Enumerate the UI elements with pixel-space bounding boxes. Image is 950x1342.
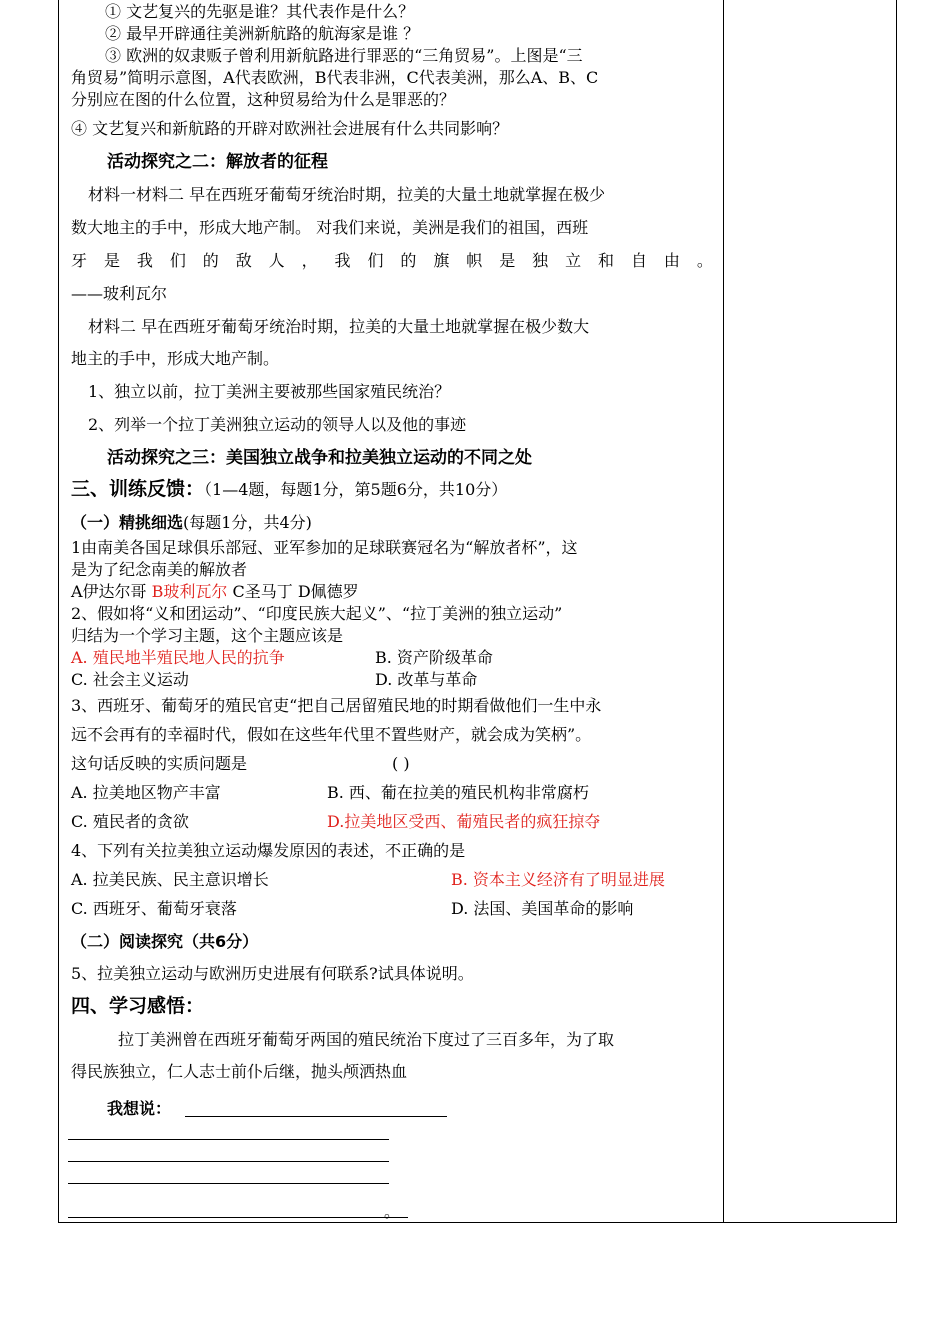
mc3-line3: 这句话反映的实质问题是 <box>71 754 248 773</box>
material1-line3-char: 敌 <box>235 251 252 270</box>
material1-line3-char: 我 <box>334 251 351 270</box>
mc3-option-c: C. 殖民者的贪欲 <box>71 812 189 831</box>
mc4-option-d: D. 法国、美国革命的影响 <box>451 899 634 918</box>
mc2-option-c: C. 社会主义运动 <box>71 670 189 689</box>
mc3-option-b: B. 西、葡在拉美的殖民机构非常腐朽 <box>327 783 589 802</box>
say-label: 我想说： <box>107 1099 172 1118</box>
material1-line3-char: 是 <box>499 251 516 270</box>
mc4-option-c: C. 西班牙、葡萄牙衰落 <box>71 899 237 918</box>
material2-line1: 材料二 早在西班牙葡萄牙统治时期，拉美的大量土地就掌握在极少数大 <box>88 317 590 336</box>
material1-line3-char: 的 <box>400 251 417 270</box>
mc3-answer-bracket: ( ) <box>392 754 410 773</box>
mc2-line2: 归结为一个学习主题，这个主题应该是 <box>71 626 344 645</box>
question-4: ④ 文艺复兴和新航路的开辟对欧洲社会进展有什么共同影响？ <box>71 119 509 138</box>
material1-line1: 材料一材料二 早在西班牙葡萄牙统治时期，拉美的大量土地就掌握在极少 <box>88 185 606 204</box>
material1-line3-char: 们 <box>367 251 384 270</box>
mc4-option-a: A. 拉美民族、民主意识增长 <box>71 870 269 889</box>
section3-heading <box>71 479 507 500</box>
activity2-question2: 2、列举一个拉丁美洲独立运动的领导人以及他的事迹 <box>88 415 467 434</box>
mc1-line2: 是为了纪念南美的解放者 <box>71 560 248 579</box>
mc3-option-d: D.拉美地区受西、葡殖民者的疯狂掠夺 <box>327 812 601 831</box>
answer-line-4[interactable] <box>68 1183 389 1184</box>
mc3-line2: 远不会再有的幸福时代，假如在这些年代里不置些财产，就会成为笑柄”。 <box>71 725 592 744</box>
material1-line3-char: 人 <box>268 251 285 270</box>
part2-title: （二）阅读探究（共6分） <box>71 932 259 951</box>
question-3-line3: 分别应在图的什么位置，这种贸易给为什么是罪恶的？ <box>71 90 456 109</box>
material1-line3-char: ， <box>301 251 318 270</box>
material1-line3-char: 牙 <box>71 251 88 270</box>
mc2-option-d: D. 改革与革命 <box>375 670 478 689</box>
material2-line2: 地主的手中，形成大地产制。 <box>71 349 280 368</box>
mc3-line1: 3、西班牙、葡萄牙的殖民官吏“把自己居留殖民地的时期看做他们一生中永 <box>71 696 602 715</box>
section3-title: 三、训练反馈： <box>71 478 205 500</box>
reflection-line2: 得民族独立，仁人志士前仆后继，抛头颅洒热血 <box>71 1062 408 1081</box>
reflection-line1: 拉丁美洲曾在西班牙葡萄牙两国的殖民统治下度过了三百多年，为了取 <box>118 1030 615 1049</box>
material1-line3-char: 我 <box>136 251 153 270</box>
material1-line3-char: 独 <box>532 251 549 270</box>
material1-line3-char: 帜 <box>466 251 483 270</box>
answer-line-2[interactable] <box>68 1139 389 1140</box>
mc1-option-a: A伊达尔哥 <box>71 582 147 601</box>
material1-line3-char: 是 <box>103 251 120 270</box>
answer-line-5[interactable] <box>68 1217 408 1218</box>
material1-line3 <box>71 251 713 271</box>
mc2-option-a: A. 殖民地半殖民地人民的抗争 <box>71 648 285 667</box>
material1-line3-char: 自 <box>630 251 647 270</box>
mc1-line1: 1由南美各国足球俱乐部冠、亚军参加的足球联赛冠名为“解放者杯”，这 <box>71 538 578 557</box>
question-3-line2: 角贸易”简明示意图，A代表欧洲，B代表非洲，C代表美洲，那么A、B、C <box>71 68 599 87</box>
activity2-title: 活动探究之二：解放者的征程 <box>107 152 328 172</box>
answer-line-3[interactable] <box>68 1161 389 1162</box>
section4-title: 四、学习感悟： <box>71 995 205 1017</box>
material1-line3-char: 们 <box>169 251 186 270</box>
mc2-line1: 2、假如将“义和团运动”、“印度民族大起义”、“拉丁美洲的独立运动” <box>71 604 563 623</box>
mc4-option-b: B. 资本主义经济有了明显进展 <box>451 870 665 889</box>
material1-line3-char: 和 <box>598 251 615 270</box>
question-3-line1: ③ 欧洲的奴隶贩子曾利用新航路进行罪恶的“三角贸易”。上图是“三 <box>105 46 583 65</box>
part1-title: （一）精挑细选 <box>71 513 184 532</box>
material1-line3-char: 旗 <box>433 251 450 270</box>
material1-line3-char: 的 <box>202 251 219 270</box>
mc4-line1: 4、下列有关拉美独立运动爆发原因的表述，不正确的是 <box>71 841 466 860</box>
mc1-options <box>71 582 359 602</box>
material1-line3-char: 由 <box>663 251 680 270</box>
activity3-title: 活动探究之三：美国独立战争和拉美独立运动的不同之处 <box>107 448 532 468</box>
question-2: ② 最早开辟通往美洲新航路的航海家是谁 ？ <box>105 24 420 43</box>
mc3-option-a: A. 拉美地区物产丰富 <box>71 783 221 802</box>
reading-question-5: 5、拉美独立运动与欧洲历史进展有何联系?试具体说明。 <box>71 964 474 983</box>
section3-note: （1—4题，每题1分，第5题6分，共10分） <box>204 480 508 499</box>
mc1-option-cd: C圣马丁 D佩德罗 <box>232 582 359 601</box>
material1-line2: 数大地主的手中，形成大地产制。 对我们来说，美洲是我们的祖国，西班 <box>71 218 589 237</box>
part1-heading <box>71 513 312 533</box>
mc1-option-b: B玻利瓦尔 <box>151 582 228 601</box>
answer-line-1[interactable] <box>185 1116 447 1117</box>
material1-source: ——玻利瓦尔 <box>71 284 168 303</box>
end-period: 。 <box>384 1202 401 1221</box>
material1-line3-char: 立 <box>565 251 582 270</box>
activity2-question1: 1、独立以前，拉丁美洲主要被那些国家殖民统治？ <box>88 382 451 401</box>
mc2-option-b: B. 资产阶级革命 <box>375 648 493 667</box>
question-1: ① 文艺复兴的先驱是谁？其代表作是什么？ <box>105 2 415 21</box>
material1-line3-char: 。 <box>696 251 713 270</box>
part1-note: (每题1分，共4分) <box>183 513 312 532</box>
column-divider <box>723 0 724 1223</box>
